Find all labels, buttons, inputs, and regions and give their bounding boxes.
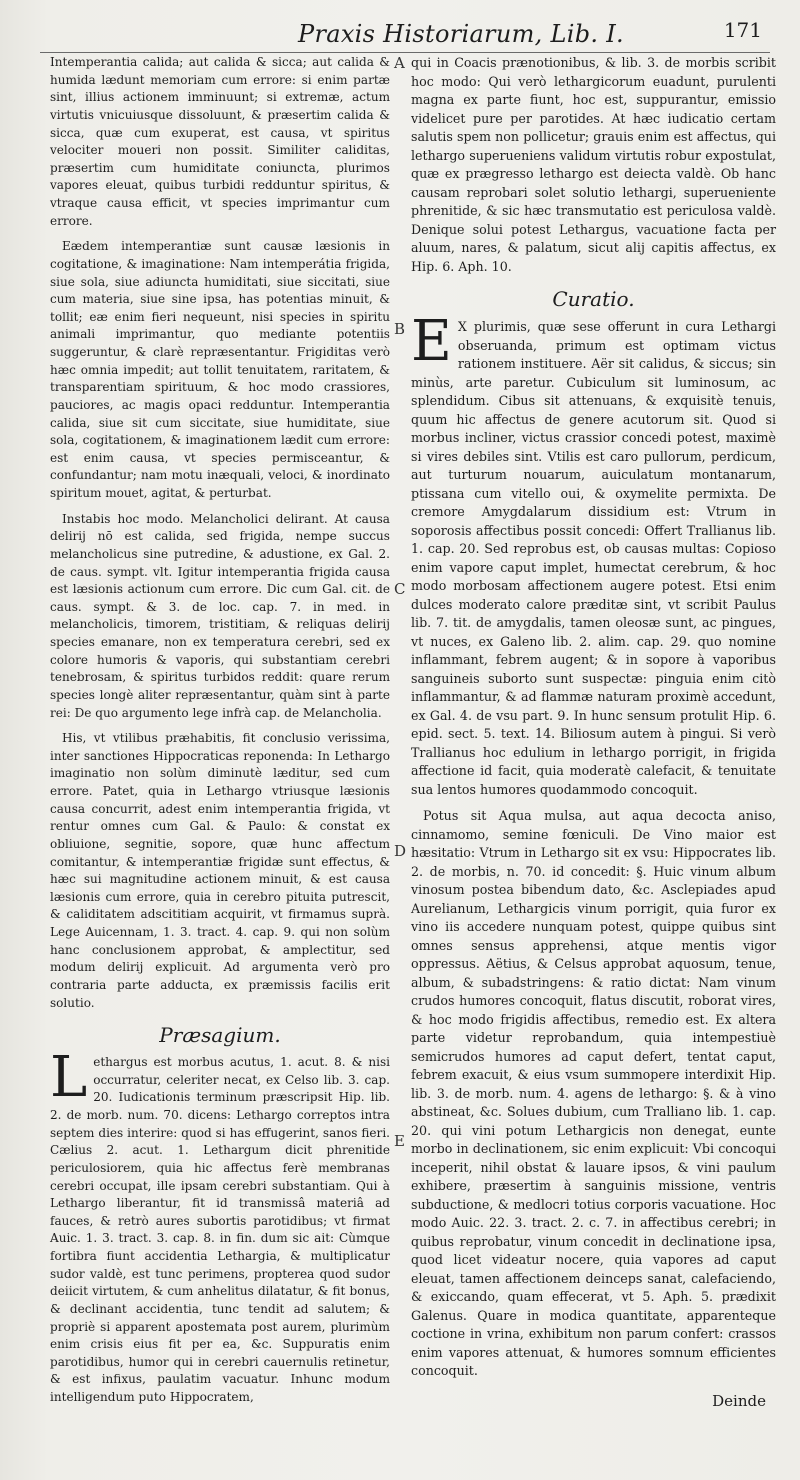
paragraph-his: His, vt vtilibus præhabitis, fit conclusio verissima, inter sanctiones Hippocraticas reponenda: In Lethargo imaginatio non solùm diminutè læditur, sed cum errore. Patet, quia in Lethargo vtriusque læsionis causa concurrit, adest enim intemperantia frigida, vt rentur omnes cum Gal. & Paulo: & constat ex obliuione, segnitie, sopore, quæ hunc affectum comitantur, & intemperantiæ frigidæ sunt effectus, & hæc sui magnitudine actionem minuit, & est causa læsionis cum errore, quia in cerebro pituita putrescit, & caliditatem adscititiam acquirit, vt firmamus suprà. Lege Auicennam, 1. 3. tract. 4. cap. 9. qui non solùm hanc conclusionem approbat, & amplectitur, sed modum delirij explicuit. Ad argumenta verò pro contraria parte adducta, ex præmissis facilis erit solutio. bbox=[50, 731, 390, 1010]
paragraph-instabis: Instabis hoc modo. Melancholici delirant. At causa delirij nō est calida, sed frigida, nempe succus melancholicus sine putredine, & adustione, ex Gal. 2. de caus. sympt. vlt. Igitur intemperantia frigida causa est læsionis actionum cum errore. Dic cum Gal. cit. de caus. sympt. & 3. de loc. cap. 7. in med. in melancholicis, timorem, tristitiam, & reliquas delirij species emanare, non ex temperatura cerebri, sed ex colore humoris & vaporis, qui substantiam cerebri tenebrosam, & spiritus turbidos reddit: quare rerum species longè aliter repræsentantur, quàm sint à parte rei: De quo argumento lege infrà cap. de Melancholia. bbox=[50, 511, 390, 720]
paragraph-qui-in-coacis: qui in Coacis prænotionibus, & lib. 3. de morbis scribit hoc modo: Qui verò lethargicorum euadunt, purulenti magna ex parte fiunt, hoc est, suppurantur, emissio videlicet pure per parotides. At hæc iudicatio certam salutis spem non pollicetur; grauis enim est affectus, qui lethargo superueniens validum virtutis robur expostulat, quæ ex prægresso lethargo est deiecta valdè. Ob hanc causam reprobari solet solutio lethargi, superueniente phrenitide, & sic hæc transmutatio est periculosa valdè. Denique solui potest Lethargus, vacuatione facta per aluum, nares, & palatum, sicut alij capitis affectus, ex Hip. 6. Aph. 10. bbox=[411, 55, 776, 274]
drop-capital: E bbox=[411, 309, 452, 374]
margin-letter-d: D bbox=[394, 842, 407, 860]
right-column bbox=[411, 54, 776, 1381]
margin-letter-b: B bbox=[394, 320, 406, 338]
margin-letter-e: E bbox=[394, 1132, 405, 1150]
paragraph-lethargus bbox=[50, 1045, 390, 1407]
paragraph-eaedem: Eædem intemperantiæ sunt causæ læsionis in cogitatione, & imaginatione: Nam intemperátia frigida, siue sola, siue adiuncta humiditati, siue siccitati, siue cum materia, siue sine ipsa, has potentias minuit, & tollit; eæ enim fieri nequeunt, nisi species in spiritu animali imprimantur, quo mediante potentiis suggeruntur, & clarè repræsentantur. Frigiditas verò hæc omnia impedit; aut tollit tenuitatem, raritatem, & transparentiam spirituum, & hoc modo crassiores, pauciores, ac magis opaci redduntur. Intemperantia calida, siue sit cum siccitate, siue humiditate, siue sola, cogitationem, & imaginationem lædit cum errore: est enim causa, vt species permisceantur, & confundantur; nam motu inæquali, veloci, & inordinato spiritum mouet, agitat, & perturbat. bbox=[50, 239, 390, 500]
paragraph-ex-plurimis-text: X plurimis, quæ sese offerunt in cura Lethargi obseruanda, primum est optimam victus rationem instituere. Aër sit calidus, & siccus; sin minùs, arte paretur. Cubiculum sit luminosum, ac splendidum. Cibus sit attenuans, & exquisitè tenuis, quum hic affectus de genere acutorum sit. Quod si morbus incliner, victus crassior concedi potest, maximè si vires debiles sint. Vtilis est caro pullorum, perdicum, aut turturum nouarum, auiculatum montanarum, ptissana cum vitello oui, & oxymelite permixta. De cremore Amygdalarum dissidium est: Vtrum in soporosis affectibus possit concedi: Offert Trallianus lib. 1. cap. 20. Sed reprobus est, ob causas multas: Copioso enim vapore caput implet, humectat cerebrum, & hoc modo morbosam affectionem augere potest. Etsi enim dulces moderato calore præditæ sint, vt scribit Paulus lib. 7. tit. de amygdalis, tamen oleosæ sunt, ac pingues, vt nuces, ex Galeno lib. 2. alim. cap. 29. quo nomine inflammant, febrem augent; & in sopore à vaporibus sanguineis suborto sunt suspectæ: pinguia enim citò inflammantur, & ad flammæ naturam proximè accedunt, ex Gal. 4. de vsu part. 9. In hunc sensum protulit Hip. 6. epid. sect. 5. text. 14. Biliosum autem à pingui. Si verò Trallianus hoc edulium in lethargo porrigit, in frigida affectione id facit, quia moderatè calefacit, & tenuitate sua lentos humores quodammodo concoquit. bbox=[411, 319, 776, 797]
catchword: Deinde bbox=[712, 1392, 766, 1410]
running-head: Praxis Historiarum, Lib. I. bbox=[298, 20, 624, 48]
section-heading-curatio: Curatio. bbox=[552, 287, 635, 311]
paragraph-intemperantia: Intemperantia calida; aut calida & sicca; aut calida & humida lædunt memoriam cum errore: si enim partæ sint, illius actionem imminuunt; si extremæ, actum virtutis vnicuiusque dissoluunt, & præsertim calida & sicca, quæ cum exuperat, est causa, vt spiritus velociter moueri non possit. Similiter caliditas, præsertim cum humiditate coniuncta, plurimos vapores eleuat, quibus turbidi redduntur spiritus, & vtraque causa efficit, vt species imprimantur cum errore. bbox=[50, 55, 390, 228]
page-header bbox=[40, 18, 770, 53]
paragraph-lethargus-text: ethargus est morbus acutus, 1. acut. 8. & nisi occurratur, celeriter necat, ex Celso lib. 3. cap. 20. Iudicationis terminum præscripsit Hip. lib. 2. de morb. num. 70. dicens: Lethargo correptos intra septem dies interire: quod si has effugerint, sanos fieri. Cælius 2. acut. 1. Lethargum dicit phrenitide periculosiorem, quia hic affectus ferè membranas cerebri occupat, ille ipsam cerebri substantiam. Qui à Lethargo liberantur, fit id transmissâ materiâ ad fauces, & retrò aures subortis parotidibus; vt firmat Auic. 1. 3. tract. 3. cap. 8. in fin. dum sic ait: Cùmque fortibra fiunt accidentia Lethargia, & multiplicatur sudor valdè, est tunc perimens, propterea quod sudor deiicit virtutem, & cum anhelitus dilatatur, & fit bonus, & declinant accidentia, tunc tendit ad salutem; & propriè si apparent apostemata post aurem, plurimùm enim crisis eius fit per ea, &c. Suppuratis enim parotidibus, humor qui in cerebri cauernulis retinetur, & est infixus, paulatim vacuatur. Inhunc modum intelligendum puto Hippocratem, bbox=[50, 1055, 390, 1404]
paragraph-ex-plurimis bbox=[411, 309, 776, 799]
margin-letter-a: A bbox=[394, 54, 405, 72]
left-column bbox=[50, 54, 390, 1407]
section-heading-praesagium: Præsagium. bbox=[159, 1023, 281, 1048]
page-number: 171 bbox=[723, 18, 762, 42]
margin-letter-c: C bbox=[394, 580, 406, 598]
drop-capital: L bbox=[50, 1045, 88, 1111]
paragraph-potus: Potus sit Aqua mulsa, aut aqua decocta aniso, cinnamomo, semine fœniculi. De Vino maior est hæsitatio: Vtrum in Lethargo sit ex vsu: Hippocrates lib. 2. de morbis, n. 70. id concedit: §. Huic vinum album vinosum postea bibendum dato, &c. Asclepiades apud Aurelianum, Lethargicis vinum porrigit, quia furor ex vino iis accedere nunquam potest, quippe quibus sint omnes sensus apprehensi, atque mentis vigor oppressus. Aëtius, & Celsus approbat aquosum, tenue, album, & subadstringens: & ratio dictat: Nam vinum crudos humores concoquit, flatus discutit, roborat vires, & hoc modo frigidis affectibus, remedio est. Ex altera parte videtur reprobandum, quia intempestiuè semicrudos humores ad caput defert, tentat caput, febrem exacuit, & eius vsum summopere interdixit Hip. lib. 3. de morb. num. 4. agens de lethargo: §. & à vino abstineat, &c. Solues dubium, cum Tralliano lib. 1. cap. 20. qui vini potum Lethargicis non denegat, eunte morbo in declinationem, sic enim explicuit: Vbi concoqui inceperit, nihil obstat & lauare ipsos, & vini paulum exhibere, præsertim à sanguinis missione, ventris subductione, & medlocri totius corporis vacuatione. Hoc modo Auic. 22. 3. tract. 2. c. 7. in affectibus cerebri; in quibus reprobatur, vinum concedit in declinatione ipsa, quod licet videatur nocere, quia vapores ad caput eleuat, tamen affectionem deinceps sanat, calefaciendo, & exiccando, quam effecerat, vt 5. Aph. 5. prædixit Galenus. Quare in modica quantitate, apparenteque coctione in vrina, exhibitum non parum confert: crassos enim vapores attenuat, & humores somnum efficientes concoquit. bbox=[411, 808, 776, 1378]
